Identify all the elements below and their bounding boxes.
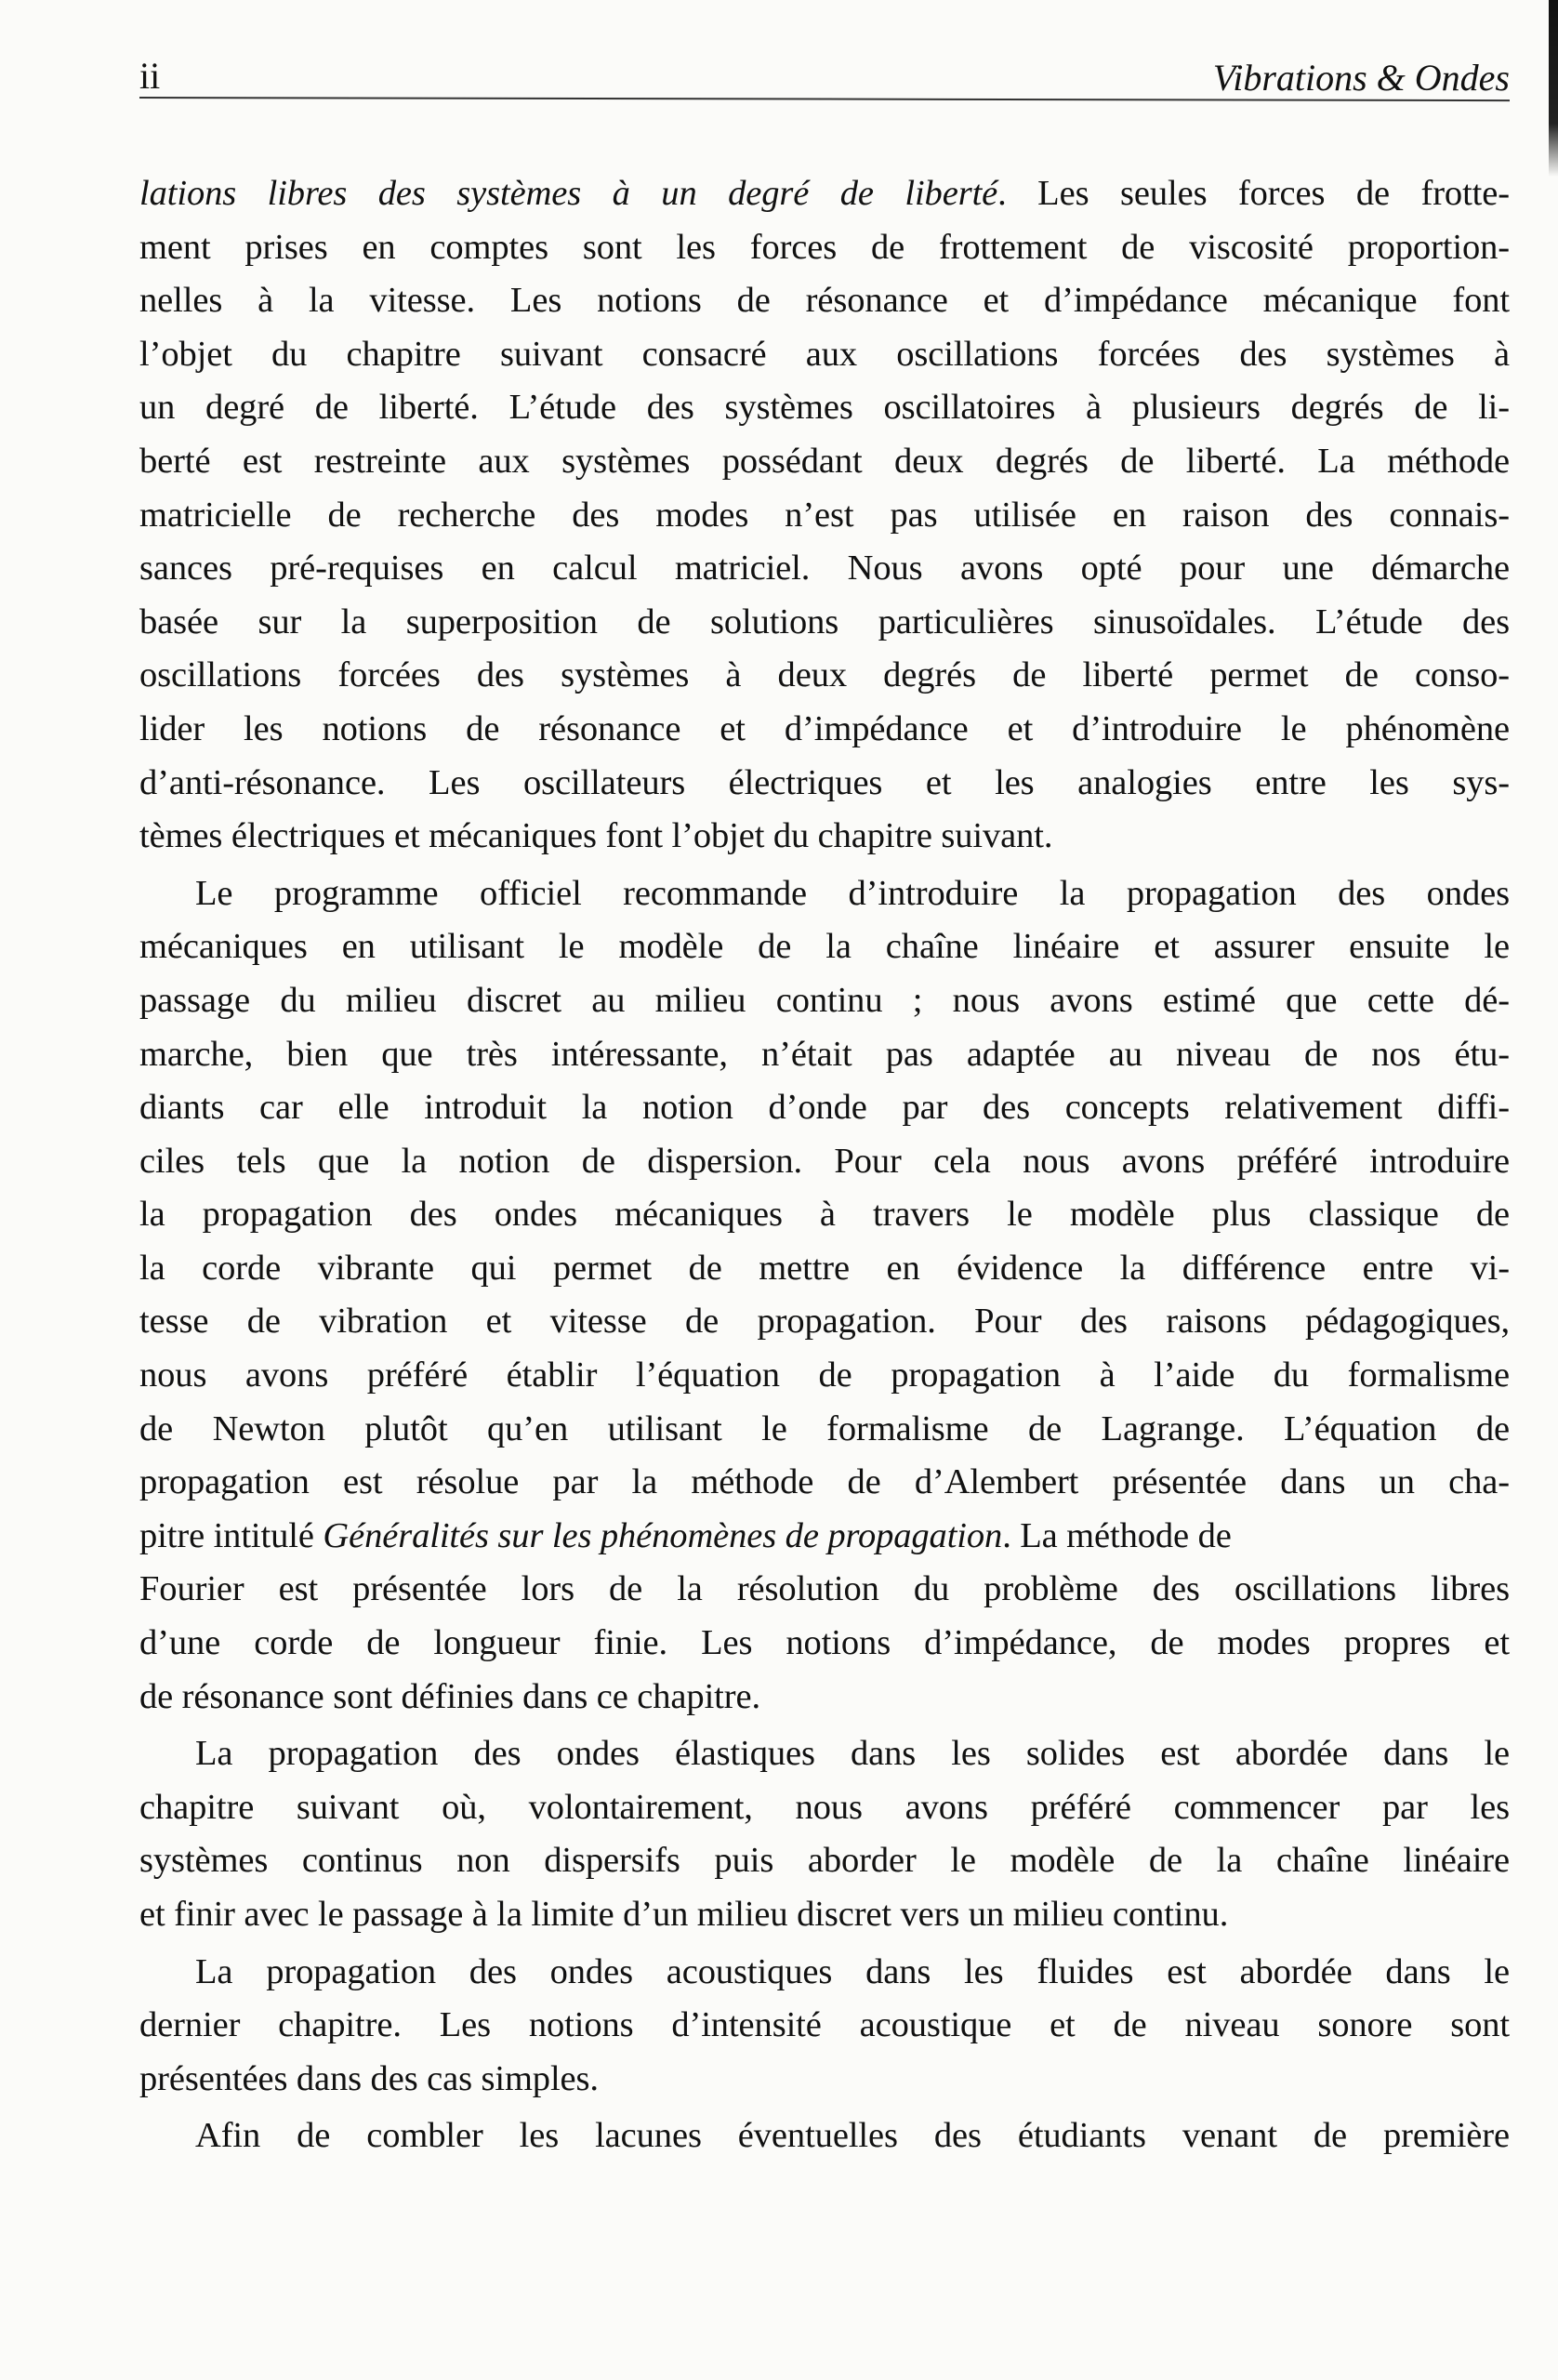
text-line bbox=[139, 649, 1510, 703]
text-line bbox=[139, 1295, 1510, 1349]
text-segment: berté est restreinte aux systèmes possédant deux degrés de liberté. La méthode bbox=[139, 441, 1510, 481]
text-line bbox=[139, 810, 1510, 864]
text-line bbox=[139, 1510, 1510, 1564]
paragraph bbox=[139, 167, 1510, 864]
text-segment: un degré de liberté. L’étude des systèmes oscillatoires à plusieurs degrés de li- bbox=[139, 388, 1510, 428]
text-segment: La propagation des ondes élastiques dans les solides est abordée dans le bbox=[195, 1734, 1510, 1774]
text-segment: présentées dans des cas simples. bbox=[139, 2058, 599, 2098]
text-segment: ment prises en comptes sont les forces de frottement de viscosité proportion- bbox=[139, 227, 1510, 267]
page-number: ii bbox=[139, 55, 161, 97]
text-line bbox=[139, 1028, 1510, 1082]
text-segment: nelles à la vitesse. Les notions de résonance et d’impédance mécanique font bbox=[139, 281, 1510, 321]
running-header bbox=[139, 46, 1510, 102]
text-segment: oscillations forcées des systèmes à deux degrés de liberté permet de conso- bbox=[139, 655, 1510, 695]
text-line bbox=[139, 1617, 1510, 1671]
text-segment: l’objet du chapitre suivant consacré aux oscillations forcées des systèmes à bbox=[139, 334, 1510, 374]
text-segment: matricielle de recherche des modes n’est pas utilisée en raison des connais- bbox=[139, 495, 1510, 535]
text-line bbox=[139, 1834, 1510, 1888]
text-line bbox=[139, 328, 1510, 382]
text-line bbox=[139, 1727, 1510, 1781]
text-line bbox=[139, 974, 1510, 1028]
text-segment: chapitre suivant où, volontairement, nous avons préféré commencer par les bbox=[139, 1787, 1510, 1827]
scan-edge-shadow bbox=[1549, 0, 1558, 177]
text-line bbox=[139, 1135, 1510, 1189]
text-line bbox=[139, 381, 1510, 435]
text-line bbox=[139, 1563, 1510, 1617]
text-line bbox=[139, 1403, 1510, 1457]
italic-text: Généralités sur les phénomènes de propagation bbox=[323, 1515, 1003, 1555]
paragraph bbox=[139, 1946, 1510, 2107]
text-line bbox=[139, 167, 1510, 221]
text-line bbox=[139, 489, 1510, 543]
text-segment: marche, bien que très intéressante, n’était pas adaptée au niveau de nos étu- bbox=[139, 1034, 1510, 1074]
body-text bbox=[139, 167, 1510, 2167]
text-line bbox=[139, 1888, 1510, 1942]
text-segment: sances pré-requises en calcul matriciel. Nous avons opté pour une démarche bbox=[139, 549, 1510, 588]
text-segment: d’une corde de longueur finie. Les notions d’impédance, de modes propres et bbox=[139, 1623, 1510, 1663]
text-segment: Fourier est présentée lors de la résolution du problème des oscillations libres bbox=[139, 1569, 1510, 1609]
text-line bbox=[139, 596, 1510, 650]
text-segment: la propagation des ondes mécaniques à travers le modèle plus classique de bbox=[139, 1195, 1510, 1235]
text-line bbox=[139, 1946, 1510, 2000]
text-segment: et finir avec le passage à la limite d’un milieu discret vers un milieu continu. bbox=[139, 1895, 1229, 1934]
text-line bbox=[139, 1671, 1510, 1725]
paragraph bbox=[139, 1727, 1510, 1941]
text-line bbox=[139, 920, 1510, 974]
paragraph bbox=[139, 2109, 1510, 2163]
text-line bbox=[139, 542, 1510, 596]
text-line bbox=[139, 1242, 1510, 1296]
text-segment: ciles tels que la notion de dispersion. Pour cela nous avons préféré introduire bbox=[139, 1141, 1510, 1181]
text-segment: Le programme officiel recommande d’introduire la propagation des ondes bbox=[195, 873, 1510, 913]
text-segment: la corde vibrante qui permet de mettre en évidence la différence entre vi- bbox=[139, 1248, 1510, 1288]
text-line bbox=[139, 1081, 1510, 1135]
text-segment: propagation est résolue par la méthode de d’Alembert présentée dans un cha- bbox=[139, 1462, 1510, 1502]
text-line bbox=[139, 1999, 1510, 2053]
text-line bbox=[139, 1188, 1510, 1242]
text-segment: dernier chapitre. Les notions d’intensité acoustique et de niveau sonore sont bbox=[139, 2005, 1510, 2045]
text-line bbox=[139, 867, 1510, 921]
text-segment: tèmes électriques et mécaniques font l’objet du chapitre suivant. bbox=[139, 816, 1053, 856]
text-segment: mécaniques en utilisant le modèle de la chaîne linéaire et assurer ensuite le bbox=[139, 927, 1510, 967]
text-line bbox=[139, 703, 1510, 757]
text-line bbox=[139, 1349, 1510, 1403]
text-segment: pitre intitulé bbox=[139, 1515, 323, 1555]
text-segment: de Newton plutôt qu’en utilisant le formalisme de Lagrange. L’équation de bbox=[139, 1408, 1510, 1448]
text-segment: La propagation des ondes acoustiques dans les fluides est abordée dans le bbox=[195, 1951, 1510, 1991]
text-segment: lider les notions de résonance et d’impédance et d’introduire le phénomène bbox=[139, 708, 1510, 748]
text-segment: Afin de combler les lacunes éventuelles des étudiants venant de première bbox=[195, 2116, 1510, 2156]
text-line bbox=[139, 1456, 1510, 1510]
text-line bbox=[139, 435, 1510, 489]
text-line bbox=[139, 274, 1510, 328]
text-line bbox=[139, 2109, 1510, 2163]
text-segment: systèmes continus non dispersifs puis aborder le modèle de la chaîne linéaire bbox=[139, 1841, 1510, 1881]
text-line bbox=[139, 757, 1510, 811]
text-line bbox=[139, 2053, 1510, 2107]
text-segment: basée sur la superposition de solutions particulières sinusoïdales. L’étude des bbox=[139, 602, 1510, 641]
text-segment: passage du milieu discret au milieu continu ; nous avons estimé que cette dé- bbox=[139, 980, 1510, 1020]
text-segment: nous avons préféré établir l’équation de propagation à l’aide du formalisme bbox=[139, 1355, 1510, 1395]
text-segment: tesse de vibration et vitesse de propagation. Pour des raisons pédagogiques, bbox=[139, 1302, 1510, 1342]
text-segment: . La méthode de bbox=[1002, 1515, 1232, 1555]
text-line bbox=[139, 221, 1510, 275]
italic-text: lations libres des systèmes à un degré de liberté bbox=[139, 174, 998, 213]
paragraph bbox=[139, 867, 1510, 1725]
text-segment: . Les seules forces de frotte- bbox=[997, 174, 1510, 213]
text-segment: de résonance sont définies dans ce chapitre. bbox=[139, 1676, 760, 1716]
text-segment: diants car elle introduit la notion d’onde par des concepts relativement diffi- bbox=[139, 1088, 1510, 1128]
text-segment: d’anti-résonance. Les oscillateurs électriques et les analogies entre les sys- bbox=[139, 762, 1510, 802]
text-line bbox=[139, 1781, 1510, 1835]
book-title: Vibrations & Ondes bbox=[1212, 57, 1510, 99]
